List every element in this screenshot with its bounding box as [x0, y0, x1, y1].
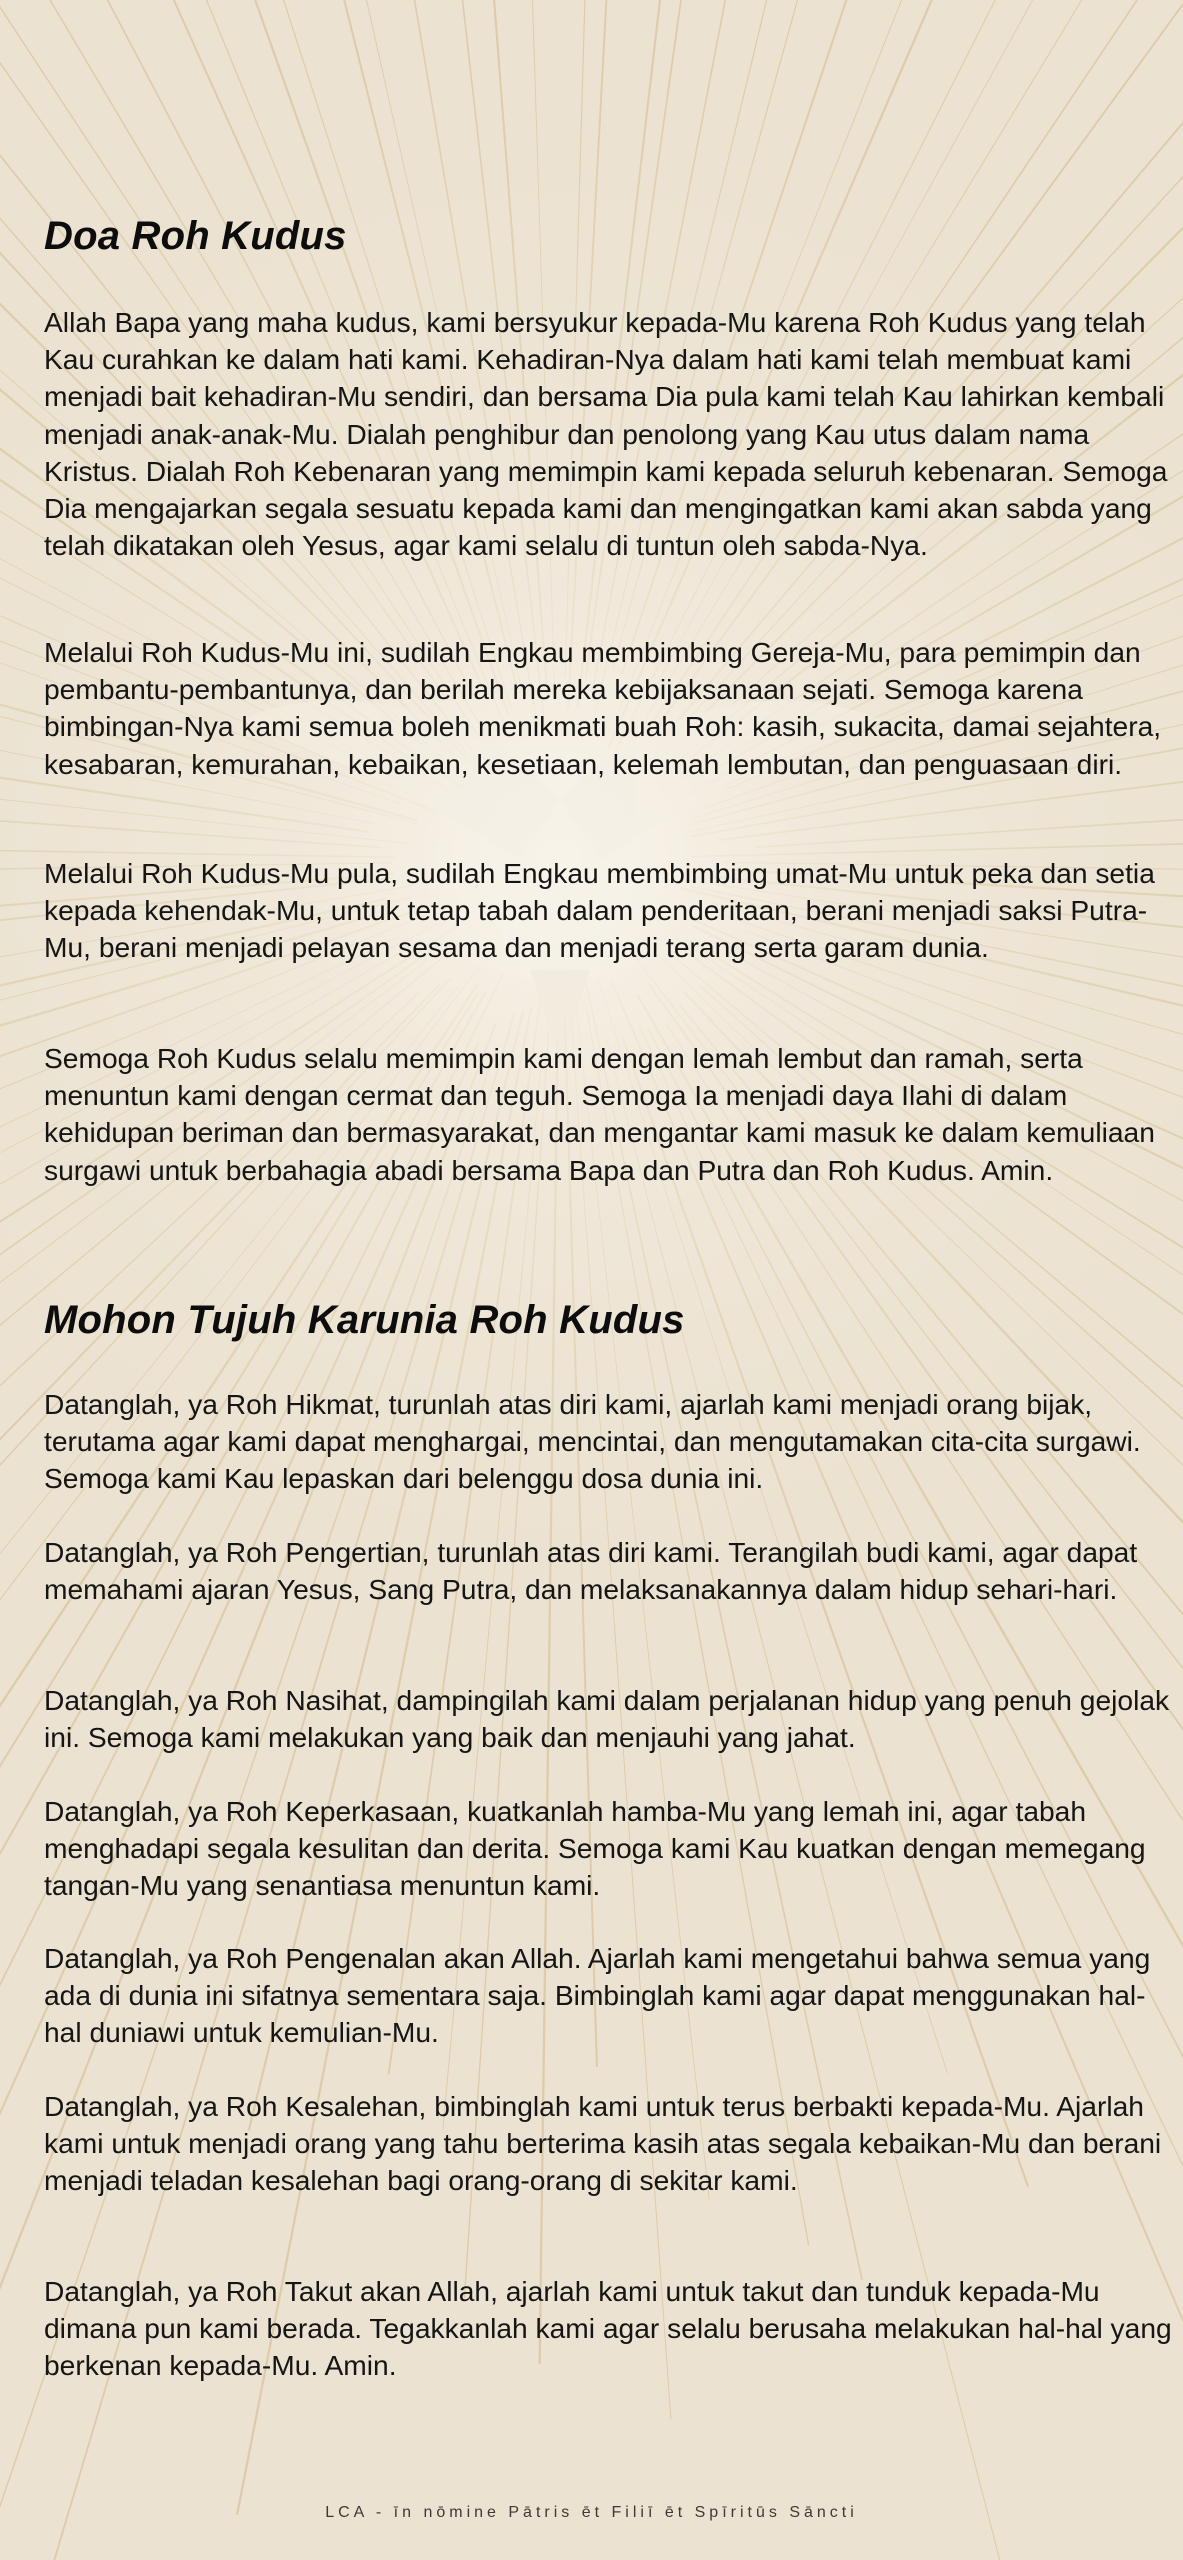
- paragraph: Datanglah, ya Roh Hikmat, turunlah atas diri kami, ajarlah kami menjadi orang bijak, terutama agar kami dapat menghargai, mencintai, dan mengutamakan cita-cita surgawi. Semoga kami Kau lepaskan dari belenggu dosa dunia ini.: [44, 1388, 1141, 1495]
- paragraph: Melalui Roh Kudus-Mu ini, sudilah Engkau membimbing Gereja-Mu, para pemimpin dan pembantu-pembantunya, dan berilah mereka kebijaksanaan sejati. Semoga karena bimbingan-Nya kami semua boleh menikmati buah Roh: kasih, sukacita, damai sejahtera, kesabaran, kemurahan, kebaikan, kesetiaan, kelemah lembutan, dan penguasaan diri.: [44, 636, 1162, 780]
- paragraph: Datanglah, ya Roh Pengertian, turunlah atas diri kami. Terangilah budi kami, agar dapat memahami ajaran Yesus, Sang Putra, dan melaksanakannya dalam hidup sehari-hari.: [44, 1536, 1138, 1606]
- paragraph: Datanglah, ya Roh Pengenalan akan Allah. Ajarlah kami mengetahui bahwa semua yang ada di dunia ini sifatnya sementara saja. Bimbinglah kami agar dapat menggunakan hal-hal duniawi untuk kemulian-Mu.: [44, 1942, 1151, 2049]
- footer-text: LCA - īn nōmine Pātris ēt Filiī ēt Spīritūs Sāncti: [325, 2504, 858, 2521]
- paragraph: Datanglah, ya Roh Nasihat, dampingilah kami dalam perjalanan hidup yang penuh gejolak ini. Semoga kami melakukan yang baik dan menjauhi yang jahat.: [44, 1684, 1170, 1754]
- paragraph: Datanglah, ya Roh Keperkasaan, kuatkanlah hamba-Mu yang lemah ini, agar tabah menghadapi segala kesulitan dan derita. Semoga kami Kau kuatkan dengan memegang tangan-Mu yang senantiasa menuntun kami.: [44, 1795, 1146, 1902]
- section-title-doa-roh-kudus: Doa Roh Kudus: [44, 214, 347, 258]
- section-title-tujuh-karunia: Mohon Tujuh Karunia Roh Kudus: [44, 1298, 685, 1342]
- paragraph: Allah Bapa yang maha kudus, kami bersyukur kepada-Mu karena Roh Kudus yang telah Kau curahkan ke dalam hati kami. Kehadiran-Nya dalam hati kami telah membuat kami menjadi bait kehadiran-Mu sendiri, dan bersama Dia pula kami telah Kau lahirkan kembali menjadi anak-anak-Mu. Dialah penghibur dan penolong yang Kau utus dalam nama Kristus. Dialah Roh Kebenaran yang memimpin kami kepada seluruh kebenaran. Semoga Dia mengajarkan segala sesuatu kepada kami dan mengingatkan kami akan sabda yang telah dikatakan oleh Yesus, agar kami selalu di tuntun oleh sabda-Nya.: [44, 306, 1168, 562]
- paragraph: Semoga Roh Kudus selalu memimpin kami dengan lemah lembut dan ramah, serta menuntun kami dengan cermat dan teguh. Semoga Ia menjadi daya Ilahi di dalam kehidupan beriman dan bermasyarakat, dan mengantar kami masuk ke dalam kemuliaan surgawi untuk berbahagia abadi bersama Bapa dan Putra dan Roh Kudus. Amin.: [44, 1042, 1155, 1186]
- paragraph: Datanglah, ya Roh Kesalehan, bimbinglah kami untuk terus berbakti kepada-Mu. Ajarlah kami untuk menjadi orang yang tahu berterima kasih atas segala kebaikan-Mu dan berani menjadi teladan kesalehan bagi orang-orang di sekitar kami.: [44, 2090, 1162, 2197]
- paragraph: Datanglah, ya Roh Takut akan Allah, ajarlah kami untuk takut dan tunduk kepada-Mu dimana pun kami berada. Tegakkanlah kami agar selalu berusaha melakukan hal-hal yang berkenan kepada-Mu. Amin.: [44, 2275, 1172, 2382]
- paragraph: Melalui Roh Kudus-Mu pula, sudilah Engkau membimbing umat-Mu untuk peka dan setia kepada kehendak-Mu, untuk tetap tabah dalam penderitaan, berani menjadi saksi Putra-Mu, berani menjadi pelayan sesama dan menjadi terang serta garam dunia.: [44, 857, 1155, 964]
